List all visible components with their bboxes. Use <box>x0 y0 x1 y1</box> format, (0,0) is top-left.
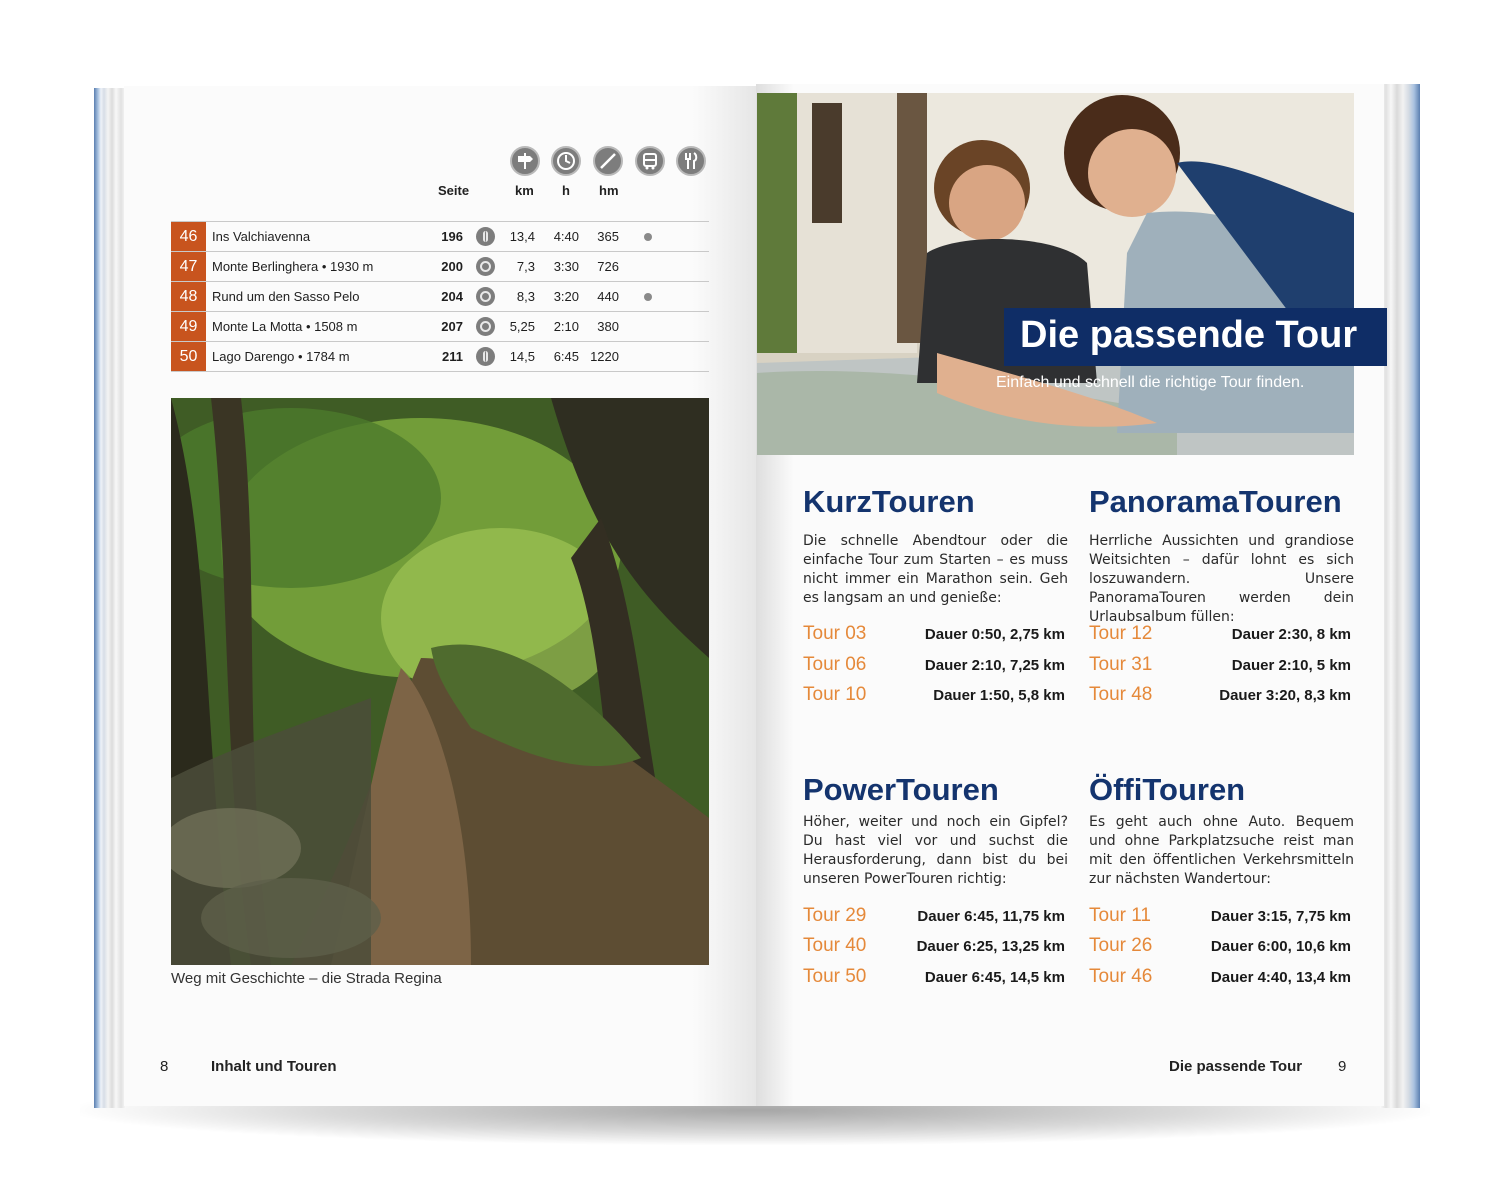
book-edge-right <box>1380 84 1420 1108</box>
section-text-kurztouren: Die schnelle Abendtour oder die einfache Tour zum Starten – es muss nicht immer ein Marathon sein. Geh es langsam an und genieße: <box>803 533 1068 606</box>
tour-elevation: 440 <box>597 289 619 304</box>
section-text-oeffitouren: Es geht auch ohne Auto. Bequem und ohne Parkplatzsuche reist man mit den öffentlichen Verkehrsmitteln zur nächsten Wandertour: <box>1089 814 1354 887</box>
running-title-right: Die passende Tour <box>1169 1058 1303 1075</box>
tour-item[interactable] <box>803 684 1065 708</box>
section-text-powertouren: Höher, weiter und noch ein Gipfel? Du hast viel vor und suchst die Herausforderung, dann bist du bei unseren PowerTouren richtig: <box>803 814 1068 887</box>
tour-duration: Dauer 0:50, 2,75 km <box>924 626 1065 643</box>
table-row[interactable] <box>171 341 709 372</box>
tour-number: 46 <box>171 222 206 251</box>
section-title-powertouren: PowerTouren <box>803 772 999 807</box>
tour-item[interactable] <box>1089 684 1351 708</box>
hikers-photo <box>757 93 1354 455</box>
tour-item[interactable] <box>803 935 1065 959</box>
tour-number: 49 <box>171 312 206 341</box>
page-number-right: 9 <box>1338 1058 1347 1075</box>
tour-duration: Dauer 2:10, 7,25 km <box>924 657 1065 674</box>
restaurant-icon <box>676 146 706 176</box>
table-row[interactable] <box>171 311 709 341</box>
page-title-box <box>1004 308 1387 366</box>
tour-hours: 2:10 <box>553 319 579 334</box>
tour-elevation: 365 <box>597 229 619 244</box>
page-number-left: 8 <box>160 1058 169 1075</box>
tour-elevation: 380 <box>597 319 619 334</box>
tour-name: Rund um den Sasso Pelo <box>212 289 360 304</box>
tour-link[interactable]: Tour 10 <box>803 684 867 705</box>
tour-item[interactable] <box>803 905 1065 929</box>
tour-hours: 4:40 <box>553 229 579 244</box>
tour-link[interactable]: Tour 12 <box>1089 623 1153 644</box>
tour-duration: Dauer 6:00, 10,6 km <box>1210 938 1351 955</box>
col-head-hm: hm <box>599 183 619 198</box>
loop-icon <box>476 287 495 306</box>
tour-item[interactable] <box>803 966 1065 990</box>
tour-name: Monte La Motta • 1508 m <box>212 319 358 334</box>
tour-hours: 3:30 <box>553 259 579 274</box>
tour-link[interactable]: Tour 03 <box>803 623 867 644</box>
tour-item[interactable] <box>1089 654 1351 678</box>
table-row[interactable] <box>171 221 709 251</box>
tour-km: 13,4 <box>509 229 535 244</box>
tour-name: Monte Berlinghera • 1930 m <box>212 259 374 274</box>
section-text-panoramatouren: Herrliche Aussichten und grandiose Weitsichten – dafür lohnt es sich loszuwandern. Unsere PanoramaTouren werden dein Urlaubsalbum füllen: <box>1089 533 1354 625</box>
tour-link[interactable]: Tour 06 <box>803 654 867 675</box>
tour-duration: Dauer 3:15, 7,75 km <box>1210 908 1351 925</box>
slope-icon <box>593 146 623 176</box>
page-title: Die passende Tour <box>1020 314 1358 356</box>
tour-table <box>171 221 709 372</box>
tour-link[interactable]: Tour 26 <box>1089 935 1153 956</box>
tour-km: 14,5 <box>509 349 535 364</box>
clock-icon <box>551 146 581 176</box>
tour-link[interactable]: Tour 48 <box>1089 684 1153 705</box>
tour-page: 207 <box>441 319 463 334</box>
table-row[interactable] <box>171 281 709 311</box>
tour-number: 50 <box>171 342 206 371</box>
tour-item[interactable] <box>1089 905 1351 929</box>
tour-number: 48 <box>171 282 206 311</box>
section-title-kurztouren: KurzTouren <box>803 484 975 519</box>
table-row[interactable] <box>171 251 709 281</box>
col-head-h: h <box>562 183 570 198</box>
tour-duration: Dauer 3:20, 8,3 km <box>1219 687 1351 704</box>
section-title-oeffitouren: ÖffiTouren <box>1089 772 1246 807</box>
tour-item[interactable] <box>1089 935 1351 959</box>
tour-link[interactable]: Tour 46 <box>1089 966 1153 987</box>
tour-elevation: 1220 <box>590 349 619 364</box>
tour-name: Ins Valchiavenna <box>212 229 311 244</box>
tour-hours: 3:20 <box>553 289 579 304</box>
running-title-left: Inhalt und Touren <box>211 1058 337 1075</box>
tour-hours: 6:45 <box>553 349 579 364</box>
tour-duration: Dauer 2:10, 5 km <box>1231 657 1351 674</box>
section-title-panoramatouren: PanoramaTouren <box>1089 484 1342 519</box>
tour-km: 8,3 <box>516 289 535 304</box>
tour-duration: Dauer 4:40, 13,4 km <box>1210 969 1351 986</box>
tour-km: 7,3 <box>516 259 535 274</box>
col-head-seite: Seite <box>438 183 470 198</box>
marker-dot <box>644 233 652 241</box>
tour-elevation: 726 <box>597 259 619 274</box>
route-s-icon <box>476 347 495 366</box>
marker-dot <box>644 293 652 301</box>
forest-path-photo <box>171 398 709 965</box>
tour-name: Lago Darengo • 1784 m <box>212 349 350 364</box>
tour-page: 196 <box>441 229 463 244</box>
tour-link[interactable]: Tour 50 <box>803 966 867 987</box>
route-s-icon <box>476 227 495 246</box>
loop-icon <box>476 257 495 276</box>
signpost-icon <box>510 146 540 176</box>
tour-page: 200 <box>441 259 463 274</box>
tour-page: 204 <box>441 289 463 304</box>
loop-icon <box>476 317 495 336</box>
page-subtitle: Einfach und schnell die richtige Tour finden. <box>996 374 1305 391</box>
tour-link[interactable]: Tour 31 <box>1089 654 1153 675</box>
tour-duration: Dauer 6:45, 14,5 km <box>924 969 1065 986</box>
tour-page: 211 <box>442 349 463 364</box>
tour-duration: Dauer 6:45, 11,75 km <box>917 908 1065 925</box>
tour-item[interactable] <box>1089 623 1351 647</box>
tour-link[interactable]: Tour 40 <box>803 935 867 956</box>
tour-duration: Dauer 6:25, 13,25 km <box>916 938 1065 955</box>
tour-number: 47 <box>171 252 206 281</box>
tour-item[interactable] <box>803 654 1065 678</box>
bus-icon <box>635 146 665 176</box>
tour-link[interactable]: Tour 29 <box>803 905 867 926</box>
tour-km: 5,25 <box>509 319 535 334</box>
book-edge-left <box>94 88 126 1108</box>
tour-item[interactable] <box>803 623 1065 647</box>
tour-duration: Dauer 1:50, 5,8 km <box>933 687 1065 704</box>
tour-item[interactable] <box>1089 966 1351 990</box>
photo-caption: Weg mit Geschichte – die Strada Regina <box>171 970 442 987</box>
col-head-km: km <box>515 183 534 198</box>
tour-link[interactable]: Tour 11 <box>1089 905 1151 926</box>
tour-duration: Dauer 2:30, 8 km <box>1231 626 1351 643</box>
